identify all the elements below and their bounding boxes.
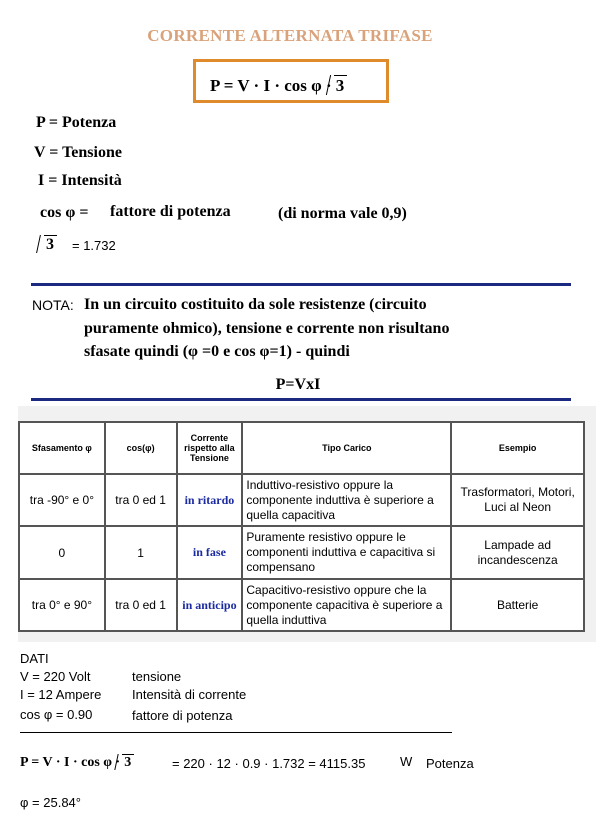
cell-cos: tra 0 ed 1 xyxy=(105,579,177,631)
cell-corrente: in anticipo xyxy=(177,579,243,631)
cell-esempio: Lampade ad incandescenza xyxy=(451,526,584,579)
page-title: CORRENTE ALTERNATA TRIFASE xyxy=(147,26,433,45)
dati-v: V = 220 Volt xyxy=(20,669,91,684)
def-sqrt3-value: = 1.732 xyxy=(72,238,116,253)
header-tipo-carico: Tipo Carico xyxy=(242,422,451,474)
header-esempio: Esempio xyxy=(451,422,584,474)
cell-corrente: in ritardo xyxy=(177,474,243,526)
calc-formula xyxy=(20,754,134,771)
dati-cos-desc: fattore di potenza xyxy=(132,708,233,723)
cell-sfasamento: 0 xyxy=(19,526,105,579)
table-row xyxy=(19,526,584,579)
def-potenza: P = Potenza xyxy=(36,114,117,131)
divider-bottom xyxy=(31,398,571,401)
formula-lhs: P = V · I · cos φ · xyxy=(210,76,332,95)
cell-tipo: Induttivo-resistivo oppure la componente induttiva è superiore a quella capacitiva xyxy=(242,474,451,526)
sqrt-radicand: 3 xyxy=(334,75,348,96)
sqrt-radicand: 3 xyxy=(44,235,57,254)
dati-v-desc: tensione xyxy=(132,669,182,684)
cell-sfasamento: tra -90° e 0° xyxy=(19,474,105,526)
header-cos: cos(φ) xyxy=(105,422,177,474)
calc-expression: = 220 · 12 · 0.9 · 1.732 = 4115.35 xyxy=(172,756,366,771)
def-sqrt3 xyxy=(42,235,57,254)
table-header-row xyxy=(19,422,584,474)
cell-esempio: Trasformatori, Motori, Luci al Neon xyxy=(451,474,584,526)
nota-label: NOTA: xyxy=(32,297,74,313)
nota-line-1: In un circuito costituito da sole resistenze (circuito xyxy=(84,296,427,313)
table-row xyxy=(19,579,584,631)
cell-sfasamento: tra 0° e 90° xyxy=(19,579,105,631)
header-sfasamento: Sfasamento φ xyxy=(19,422,105,474)
dati-i: I = 12 Ampere xyxy=(20,687,102,702)
sqrt-radicand: 3 xyxy=(122,754,134,771)
def-cos-note: (di norma vale 0,9) xyxy=(278,205,407,222)
calc-formula-lhs: P = V · I · cos φ · xyxy=(20,755,121,770)
calc-label: Potenza xyxy=(426,756,474,771)
def-cos-symbol: cos φ = xyxy=(40,204,89,221)
def-intensita: I = Intensità xyxy=(38,172,122,189)
phase-table xyxy=(18,421,585,632)
dati-cos: cos φ = 0.90 xyxy=(20,707,93,722)
power-formula xyxy=(210,75,347,96)
divider-top xyxy=(31,283,571,286)
calc-unit: W xyxy=(400,754,413,769)
phi-result: φ = 25.84° xyxy=(20,795,81,810)
separator-line xyxy=(20,732,452,733)
cell-cos: 1 xyxy=(105,526,177,579)
table-row xyxy=(19,474,584,526)
cell-tipo: Capacitivo-resistivo oppure che la componente capacitiva è superiore a quella induttiva xyxy=(242,579,451,631)
header-corrente: Corrente rispetto alla Tensione xyxy=(177,422,243,474)
nota-line-3: sfasate quindi (φ =0 e cos φ=1) - quindi xyxy=(84,343,350,360)
def-tensione: V = Tensione xyxy=(34,144,122,161)
cell-tipo: Puramente resistivo oppure le componenti induttiva e capacitiva si compensano xyxy=(242,526,451,579)
cell-corrente: in fase xyxy=(177,526,243,579)
nota-line-2: puramente ohmico), tensione e corrente non risultano xyxy=(84,320,450,337)
nota-result: P=VxI xyxy=(275,376,321,393)
def-cos-text: fattore di potenza xyxy=(110,203,231,220)
cell-cos: tra 0 ed 1 xyxy=(105,474,177,526)
dati-label: DATI xyxy=(20,651,49,666)
dati-i-desc: Intensità di corrente xyxy=(132,687,247,702)
cell-esempio: Batterie xyxy=(451,579,584,631)
